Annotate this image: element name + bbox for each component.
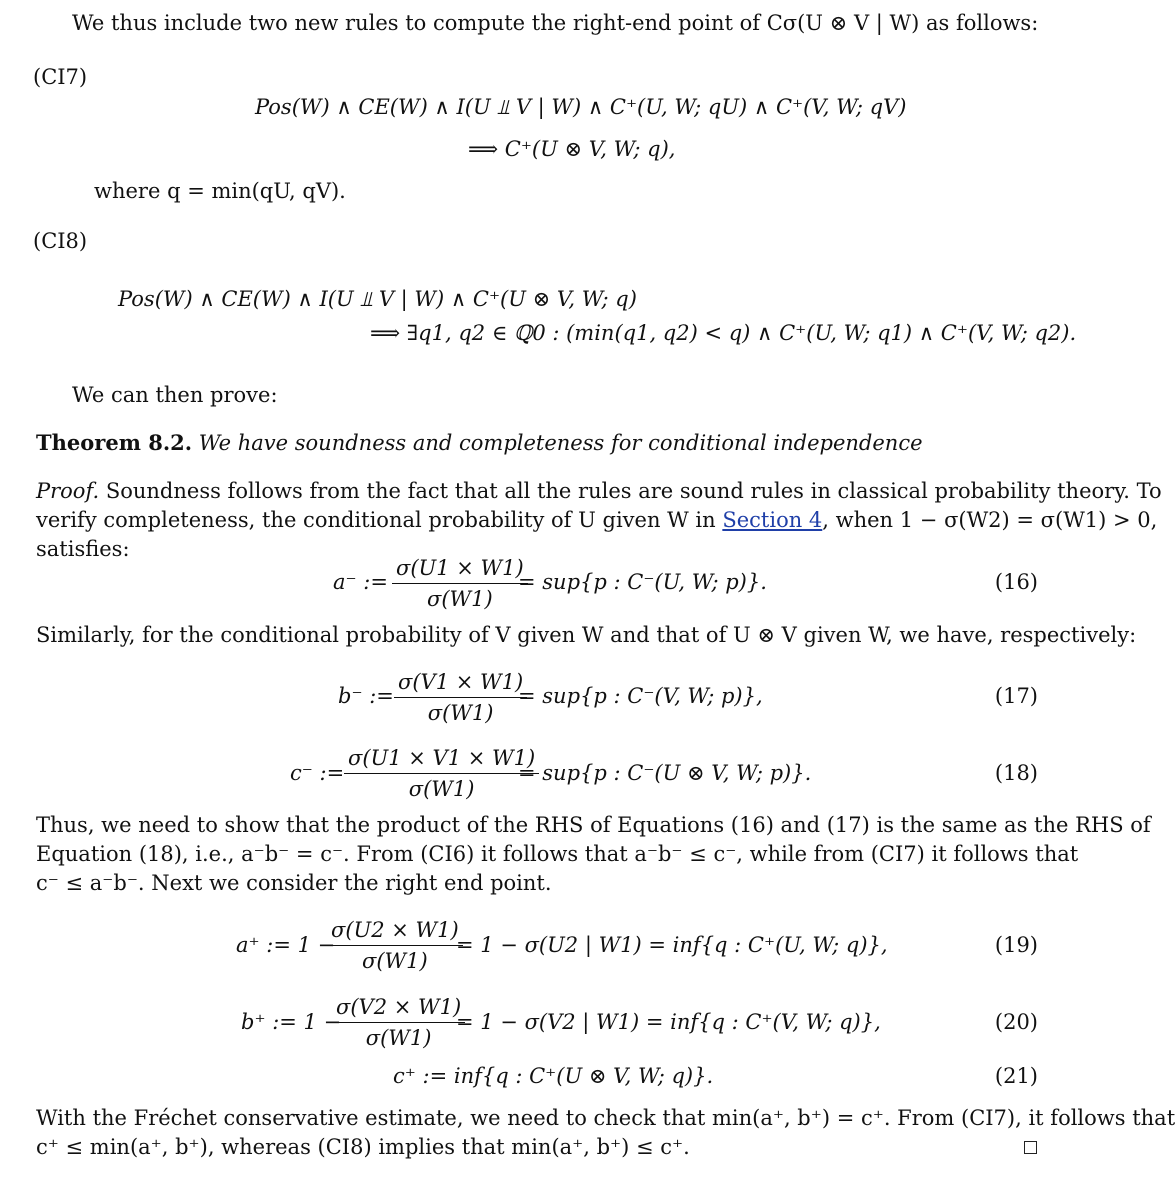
eq17-numerator: σ(V1 × W1) [398, 670, 524, 694]
eq19-fraction [327, 917, 463, 974]
ci8-premise: Pos(W) ∧ CE(W) ∧ I(U ⫫ V | W) ∧ C⁺(U ⊗ V, W; q) [118, 287, 637, 311]
eq19-lhs: a⁺ := 1 − [236, 933, 336, 957]
thus-line-3: c⁻ ≤ a⁻b⁻. Next we consider the right end point. [36, 871, 552, 895]
proof-line-1 [36, 478, 1162, 504]
thus-line-2: Equation (18), i.e., a⁻b⁻ = c⁻. From (CI6) it follows that a⁻b⁻ ≤ c⁻, while from (CI7) it follows that [36, 842, 1079, 866]
ci7-conclusion: ⟹ C⁺(U ⊗ V, W; q), [468, 137, 676, 161]
eq16-lhs: a⁻ := [333, 570, 388, 594]
eq20-denominator: σ(W1) [365, 1026, 432, 1050]
intro-line: We thus include two new rules to compute the right-end point of Cσ(U ⊗ V | W) as follows: [72, 11, 1039, 35]
theorem-text: We have soundness and completeness for conditional independence [198, 431, 923, 455]
eq20-number: (20) [994, 1010, 1038, 1034]
frechet-line-2: c⁺ ≤ min(a⁺, b⁺), whereas (CI8) implies that min(a⁺, b⁺) ≤ c⁺. [36, 1135, 690, 1159]
prove-line: We can then prove: [72, 383, 278, 407]
proof-text-2: verify completeness, the conditional probability of U given W in [36, 508, 716, 532]
rule-label-ci8: (CI8) [33, 229, 88, 253]
qed-square-icon [1024, 1141, 1037, 1154]
eq16-fraction [392, 555, 528, 612]
eq19-rhs: = 1 − σ(U2 | W1) = inf{q : C⁺(U, W; q)}, [456, 933, 888, 957]
thus-line-1: Thus, we need to show that the product of the RHS of Equations (16) and (17) is the same as the RHS of [36, 813, 1151, 837]
eq17-fraction [394, 669, 527, 726]
proof-line-2 [36, 507, 1157, 533]
ci8-conclusion: ⟹ ∃q1, q2 ∈ ℚ0 : (min(q1, q2) < q) ∧ C⁺(U, W; q1) ∧ C⁺(V, W; q2). [370, 321, 1077, 345]
eq18-fraction [344, 745, 539, 802]
eq18-denominator: σ(W1) [408, 777, 475, 801]
section-4-link[interactable]: Section 4 [722, 508, 823, 532]
eq21-number: (21) [994, 1064, 1038, 1088]
eq20-numerator: σ(V2 × W1) [336, 995, 462, 1019]
similarly-line: Similarly, for the conditional probability of V given W and that of U ⊗ V given W, we have, respectively: [36, 623, 1137, 647]
proof-label: Proof. [36, 479, 100, 503]
eq20-fraction-bar [332, 1022, 465, 1023]
proof-text-1: Soundness follows from the fact that all the rules are sound rules in classical probability theory. To [105, 479, 1162, 503]
eq20-fraction [332, 994, 465, 1051]
frechet-line-1: With the Fréchet conservative estimate, we need to check that min(a⁺, b⁺) = c⁺. From (CI7), it follows that [36, 1106, 1175, 1130]
eq16-denominator: σ(W1) [427, 587, 493, 611]
eq17-fraction-bar [394, 697, 527, 698]
eq16-numerator: σ(U1 × W1) [396, 556, 524, 580]
eq20-rhs: = 1 − σ(V2 | W1) = inf{q : C⁺(V, W; q)}, [456, 1010, 881, 1034]
eq17-number: (17) [994, 684, 1038, 708]
eq19-numerator: σ(U2 × W1) [331, 918, 459, 942]
ci7-where-clause: where q = min(qU, qV). [94, 179, 346, 203]
eq18-lhs: c⁻ := [290, 761, 345, 785]
eq16-fraction-bar [392, 583, 528, 584]
eq19-number: (19) [994, 933, 1038, 957]
eq21-body: c⁺ := inf{q : C⁺(U ⊗ V, W; q)}. [393, 1064, 714, 1088]
eq17-denominator: σ(W1) [427, 701, 494, 725]
eq18-fraction-bar [344, 773, 539, 774]
theorem-label: Theorem 8.2. [36, 430, 193, 455]
proof-text-2b: , when 1 − σ(W2) = σ(W1) > 0, [822, 508, 1158, 532]
eq20-lhs: b⁺ := 1 − [241, 1010, 342, 1034]
eq18-rhs: = sup{p : C⁻(U ⊗ V, W; p)}. [518, 761, 812, 785]
proof-line-3: satisfies: [36, 537, 130, 561]
rule-label-ci7: (CI7) [33, 65, 88, 89]
eq17-lhs: b⁻ := [338, 684, 394, 708]
eq19-fraction-bar [327, 945, 463, 946]
ci7-premise: Pos(W) ∧ CE(W) ∧ I(U ⫫ V | W) ∧ C⁺(U, W; qU) ∧ C⁺(V, W; qV) [255, 95, 907, 119]
eq19-denominator: σ(W1) [362, 949, 428, 973]
eq16-rhs: = sup{p : C⁻(U, W; p)}. [518, 570, 767, 594]
eq17-rhs: = sup{p : C⁻(V, W; p)}, [518, 684, 763, 708]
eq18-number: (18) [994, 761, 1038, 785]
theorem-statement [36, 430, 923, 456]
eq18-numerator: σ(U1 × V1 × W1) [348, 746, 536, 770]
eq16-number: (16) [994, 570, 1038, 594]
